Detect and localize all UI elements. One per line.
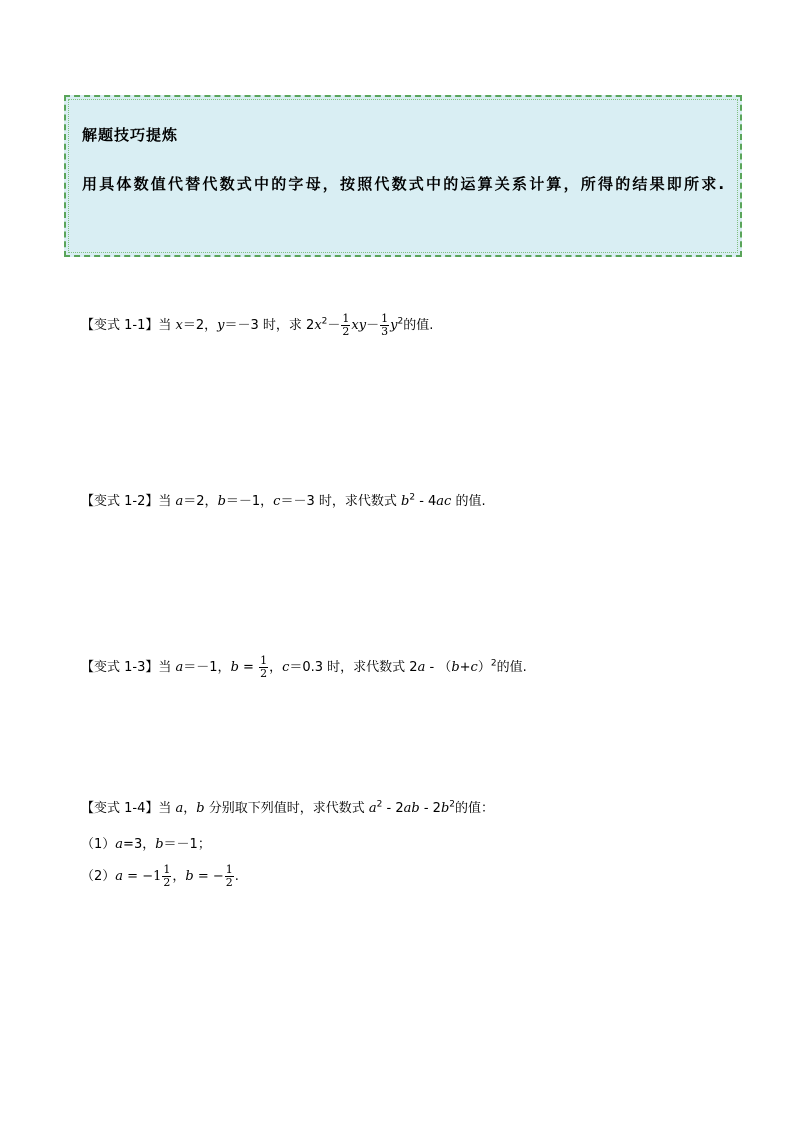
q4-text: 分别取下列值时，求代数式 bbox=[204, 801, 369, 816]
q2-var: c bbox=[273, 494, 281, 509]
fraction-denominator: 2 bbox=[225, 876, 233, 889]
q4-exponent: 2 bbox=[449, 799, 455, 810]
p1-var: b bbox=[155, 837, 164, 852]
p2-var: a bbox=[115, 869, 124, 884]
q4-label: 【变式 1-4】 bbox=[81, 801, 159, 816]
fraction-numerator: 1 bbox=[225, 863, 233, 876]
q4-var: a bbox=[368, 801, 377, 816]
part-number: （1） bbox=[81, 837, 116, 852]
q1-var: xy bbox=[351, 318, 367, 333]
q2-text: ＝－3 时，求代数式 bbox=[280, 494, 401, 509]
p2-text: ， bbox=[172, 869, 186, 884]
q1-text: － bbox=[366, 318, 380, 333]
q3-text: ） bbox=[477, 660, 491, 675]
q2-text: 当 bbox=[158, 494, 176, 509]
q4-text: 的值： bbox=[455, 801, 495, 816]
q1-var: y bbox=[390, 318, 398, 333]
p2-text: = − bbox=[193, 869, 224, 884]
q4-text: - 2 bbox=[382, 801, 404, 816]
q1-var: x bbox=[175, 318, 183, 333]
q4-var: ab bbox=[403, 801, 420, 816]
q2-text: ＝－1， bbox=[225, 494, 274, 509]
fraction-denominator: 2 bbox=[260, 667, 268, 680]
tip-body: 用具体数值代替代数式中的字母，按照代数式中的运算关系计算，所得的结果即所求. bbox=[82, 175, 727, 193]
q4-exponent: 2 bbox=[376, 799, 383, 810]
q2-exponent: 2 bbox=[409, 492, 416, 503]
q3-var: b bbox=[230, 660, 239, 675]
part-number: （2） bbox=[81, 869, 116, 884]
q3-var: a bbox=[417, 660, 426, 675]
p1-text: ＝－1； bbox=[163, 837, 211, 852]
q3-text: = bbox=[238, 660, 259, 675]
p1-text: =3， bbox=[123, 837, 156, 852]
q2-text: 的值. bbox=[451, 494, 486, 509]
fraction-numerator: 1 bbox=[342, 312, 350, 325]
q4-text: ， bbox=[183, 801, 197, 816]
q2-label: 【变式 1-2】 bbox=[81, 494, 159, 509]
question-1-3 bbox=[81, 655, 527, 680]
q3-text: 当 bbox=[158, 660, 176, 675]
q3-var: c bbox=[282, 660, 290, 675]
question-1-4 bbox=[81, 797, 494, 816]
question-1-4-part-1 bbox=[81, 833, 211, 852]
fraction-denominator: 2 bbox=[163, 876, 171, 889]
q1-text: 当 bbox=[158, 318, 176, 333]
q1-exponent: 2 bbox=[321, 316, 328, 327]
q3-text: - （ bbox=[425, 660, 452, 675]
q3-var: b bbox=[451, 660, 460, 675]
q4-var: a bbox=[175, 801, 184, 816]
q3-var: c bbox=[470, 660, 478, 675]
q1-var: x bbox=[314, 318, 322, 333]
q4-var: b bbox=[196, 801, 205, 816]
q3-text: 的值. bbox=[496, 660, 527, 675]
q1-var: y bbox=[217, 318, 225, 333]
q1-fraction-2 bbox=[380, 313, 389, 338]
p2-text: = −1 bbox=[123, 869, 162, 884]
q2-text: - 4 bbox=[415, 494, 437, 509]
q4-var: b bbox=[440, 801, 450, 816]
q1-text: － bbox=[327, 318, 341, 333]
q3-text: ＝0.3 时，求代数式 2 bbox=[289, 660, 418, 675]
p2-var: b bbox=[185, 869, 194, 884]
q1-text: 的值. bbox=[403, 318, 434, 333]
q4-text: 当 bbox=[158, 801, 176, 816]
q2-text: ＝2， bbox=[183, 494, 218, 509]
q1-text: ＝－3 时，求 2 bbox=[224, 318, 315, 333]
tip-title: 解题技巧提炼 bbox=[82, 126, 179, 144]
q1-label: 【变式 1-1】 bbox=[81, 318, 159, 333]
q1-fraction-1 bbox=[341, 313, 350, 338]
q2-var: b bbox=[401, 494, 410, 509]
q2-var: ac bbox=[436, 494, 452, 509]
q3-var: a bbox=[175, 660, 184, 675]
q2-var: b bbox=[217, 494, 226, 509]
fraction-denominator: 3 bbox=[381, 325, 389, 338]
question-1-4-part-2 bbox=[81, 864, 239, 889]
question-1-1 bbox=[81, 313, 433, 338]
tip-box bbox=[64, 95, 742, 257]
q3-text: + bbox=[459, 660, 471, 675]
q1-exponent: 2 bbox=[397, 316, 404, 327]
q1-text: ＝2， bbox=[182, 318, 218, 333]
q3-text: ， bbox=[269, 660, 283, 675]
fraction-numerator: 1 bbox=[163, 863, 171, 876]
q3-label: 【变式 1-3】 bbox=[81, 660, 159, 675]
q4-text: - 2 bbox=[419, 801, 441, 816]
q3-exponent: 2 bbox=[490, 658, 497, 669]
p1-var: a bbox=[115, 837, 124, 852]
p2-text: . bbox=[234, 869, 239, 884]
q3-text: ＝－1， bbox=[183, 660, 231, 675]
q3-fraction bbox=[259, 655, 268, 680]
question-1-2 bbox=[81, 490, 486, 509]
fraction-numerator: 1 bbox=[381, 312, 389, 325]
fraction-numerator: 1 bbox=[260, 654, 268, 667]
fraction-denominator: 2 bbox=[342, 325, 350, 338]
p2-fraction-1 bbox=[162, 864, 171, 889]
p2-fraction-2 bbox=[225, 864, 234, 889]
q2-var: a bbox=[175, 494, 184, 509]
